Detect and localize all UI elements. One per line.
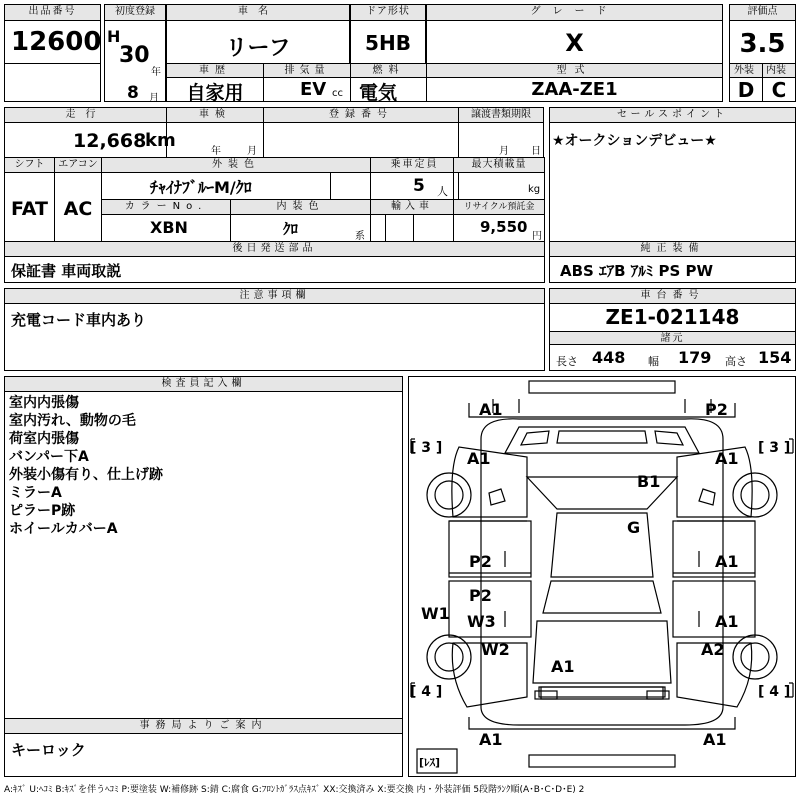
inspector-line: 荷室内張傷 bbox=[9, 431, 79, 447]
reg-month: 8 bbox=[127, 83, 139, 103]
chassis-number: ZE1-021148 bbox=[605, 305, 740, 329]
notes-label: 注意事項欄 bbox=[5, 289, 544, 304]
door-type: 5HB bbox=[365, 31, 411, 55]
chassis-label: 車台番号 bbox=[550, 289, 795, 304]
dims-label: 諸元 bbox=[550, 331, 795, 345]
load-box bbox=[453, 157, 545, 200]
import-label: 輸入車 bbox=[371, 200, 453, 215]
inspector-line: バンパー下A bbox=[9, 449, 89, 465]
transfer-day-unit: 日 bbox=[531, 146, 541, 157]
displacement-box bbox=[263, 63, 351, 102]
displacement-unit: cc bbox=[332, 88, 343, 99]
mark-left-pillar: P2 bbox=[469, 586, 492, 605]
inspection-box bbox=[166, 107, 264, 158]
int-color-label: 内装色 bbox=[231, 200, 370, 215]
length-label: 長さ bbox=[556, 355, 578, 368]
reg-year: 30 bbox=[119, 43, 150, 68]
int-color-unit: 系 bbox=[355, 231, 365, 242]
later-parts: 保証書 車両取説 bbox=[11, 262, 122, 280]
genuine-box bbox=[549, 241, 796, 283]
insp-year-unit: 年 bbox=[211, 146, 221, 157]
mark-left-front-door: P2 bbox=[469, 552, 492, 571]
reg-number-label: 登録番号 bbox=[264, 108, 458, 123]
chassis-box bbox=[549, 288, 796, 371]
transfer-label: 譲渡書類期限 bbox=[459, 108, 543, 123]
mark-rear-bumper-left: A1 bbox=[479, 730, 503, 749]
later-parts-label: 後日発送部品 bbox=[5, 242, 544, 257]
lot-box bbox=[4, 4, 101, 102]
front-bumper bbox=[469, 403, 735, 417]
mark-windshield: G bbox=[627, 518, 641, 537]
load-label: 最大積載量 bbox=[454, 158, 544, 173]
first-reg-label: 初度登録 bbox=[105, 5, 165, 21]
score-box bbox=[729, 4, 796, 102]
recycle-label: リサイクル預託金 bbox=[454, 200, 544, 215]
ext-color-box bbox=[101, 157, 371, 200]
right-front-door bbox=[673, 521, 755, 577]
exterior-label: 外装 bbox=[734, 65, 754, 76]
mark-front-bumper-right: P2 bbox=[705, 400, 728, 419]
ac: AC bbox=[63, 198, 93, 220]
right-front-wheel bbox=[733, 473, 777, 517]
score-label: 評価点 bbox=[730, 5, 795, 21]
door-box bbox=[350, 4, 426, 64]
sales-point-label: セールスポイント bbox=[550, 108, 795, 123]
sales-point: ★オークションデビュー★ bbox=[552, 133, 717, 149]
mark-right-front-fender: A1 bbox=[715, 449, 739, 468]
inspector-line: 外装小傷有り、仕上げ跡 bbox=[9, 467, 163, 483]
mark-rear-bumper-right: A1 bbox=[703, 730, 727, 749]
left-mirror bbox=[489, 489, 505, 505]
exterior-grade: D bbox=[737, 78, 755, 102]
mark-left-front-fender: A1 bbox=[467, 449, 491, 468]
tire-rear-right: [ 4 ] bbox=[758, 684, 791, 700]
length: 448 bbox=[592, 348, 626, 367]
door-label: ドア形状 bbox=[351, 5, 425, 21]
right-rear-wheel bbox=[733, 635, 777, 679]
inspector-line: ホイールカバーA bbox=[9, 521, 118, 537]
width: 179 bbox=[678, 348, 712, 367]
model-code: ZAA-ZE1 bbox=[531, 79, 618, 100]
mark-tailgate: A1 bbox=[551, 657, 575, 676]
ext-color: ﾁｬｲﾅﾌﾞﾙｰM/ｸﾛ bbox=[150, 178, 252, 197]
inspector-label: 検査員記入欄 bbox=[5, 377, 402, 392]
import-box bbox=[370, 199, 454, 242]
fuel: 電気 bbox=[359, 82, 398, 104]
shift-label: シフト bbox=[5, 158, 54, 173]
grade-label: グレード bbox=[427, 5, 722, 21]
lot-label: 出品番号 bbox=[5, 5, 100, 21]
notes: 充電コード車内あり bbox=[11, 311, 147, 329]
front-bumper-strip bbox=[529, 381, 675, 393]
mark-front-bumper-left: A1 bbox=[479, 400, 503, 419]
rear-bumper-strip bbox=[529, 755, 675, 767]
car-name: リーフ bbox=[225, 36, 291, 61]
color-no-label: カラーNo. bbox=[102, 200, 230, 215]
interior-label: 内装 bbox=[766, 65, 786, 76]
notes-box bbox=[4, 288, 545, 371]
right-mirror bbox=[699, 489, 715, 505]
grade-box bbox=[426, 4, 723, 64]
office-label: 事務局よりご案内 bbox=[5, 719, 402, 734]
rear-glass bbox=[543, 581, 661, 613]
car-diagram bbox=[409, 377, 795, 776]
fuel-label: 燃料 bbox=[351, 64, 426, 78]
office-note: キーロック bbox=[11, 741, 86, 759]
era: H bbox=[107, 27, 121, 46]
transfer-month-unit: 月 bbox=[499, 146, 509, 157]
mark-right-rear-door: A1 bbox=[715, 612, 739, 631]
shift: FAT bbox=[11, 198, 48, 220]
tire-rear-left: [ 4 ] bbox=[410, 684, 443, 700]
model-label: 型式 bbox=[427, 64, 722, 78]
mark-right-front-door: A1 bbox=[715, 552, 739, 571]
left-front-wheel bbox=[427, 473, 471, 517]
color-no: XBN bbox=[150, 218, 188, 237]
month-unit: 月 bbox=[149, 93, 159, 104]
capacity-label: 乗車定員 bbox=[371, 158, 458, 173]
recycle-box bbox=[453, 199, 545, 242]
history: 自家用 bbox=[186, 82, 244, 104]
mileage-label: 走行 bbox=[5, 108, 166, 123]
capacity-box bbox=[370, 157, 459, 200]
spare-tire-label: [ﾚｽ] bbox=[419, 756, 441, 769]
capacity-unit: 人 bbox=[437, 185, 448, 198]
int-color-box bbox=[230, 199, 371, 242]
inspector-line: 室内内張傷 bbox=[9, 395, 79, 411]
inspector-line: ミラーA bbox=[9, 485, 62, 501]
legend: A:ｷｽﾞ U:ﾍｺﾐ B:ｷｽﾞを伴うﾍｺﾐ P:要塗装 W:補修跡 S:錆 C:腐食 G:ﾌﾛﾝﾄｶﾞﾗｽ点ｷｽﾞ XX:交換済み X:要交換 内・外装評価 5段階ﾗﾝｸ順(A･B･C･D･E) 2 bbox=[4, 785, 585, 795]
tire-front-right: [ 3 ] bbox=[758, 440, 791, 456]
right-rear-door bbox=[673, 581, 755, 637]
car-name-box bbox=[166, 4, 350, 64]
mark-left-rear-door: W3 bbox=[467, 612, 496, 631]
mileage: 12,668 bbox=[73, 130, 147, 152]
later-parts-box bbox=[4, 241, 545, 283]
displacement-label: 排気量 bbox=[264, 64, 350, 78]
mark-left-rear-fender: W2 bbox=[481, 640, 510, 659]
inspector-line: ピラーP跡 bbox=[9, 503, 76, 519]
ext-color-label: 外装色 bbox=[102, 158, 370, 173]
left-rear-wheel bbox=[427, 635, 471, 679]
car-name-label: 車名 bbox=[167, 5, 349, 21]
mark-right-rear-fender: A2 bbox=[701, 640, 725, 659]
mileage-unit: km bbox=[145, 130, 176, 151]
mark-bonnet: B1 bbox=[637, 472, 661, 491]
first-reg-box bbox=[104, 4, 166, 102]
fuel-box bbox=[350, 63, 427, 102]
tire-front-left: [ 3 ] bbox=[410, 440, 443, 456]
rear-bumper bbox=[469, 717, 735, 729]
office-box bbox=[4, 718, 403, 777]
transfer-box bbox=[458, 107, 544, 158]
insp-month-unit: 月 bbox=[247, 146, 257, 157]
year-unit: 年 bbox=[151, 67, 161, 78]
lot-number: 12600 bbox=[11, 27, 102, 57]
height-label: 高さ bbox=[725, 355, 747, 368]
int-color: ｸﾛ bbox=[283, 220, 299, 238]
sales-point-box bbox=[549, 107, 796, 242]
mileage-box bbox=[4, 107, 176, 158]
damage-diagram-box bbox=[408, 376, 796, 777]
reg-number-box bbox=[263, 107, 459, 158]
inspection-label: 車検 bbox=[167, 108, 263, 123]
genuine-equipment: ABS ｴｱB ｱﾙﾐ PS PW bbox=[560, 262, 714, 280]
load-unit: kg bbox=[528, 184, 541, 195]
mark-left-sill: W1 bbox=[421, 604, 450, 623]
score: 3.5 bbox=[739, 29, 786, 59]
recycle: 9,550 bbox=[480, 218, 528, 236]
model-box bbox=[426, 63, 723, 102]
displacement: EV bbox=[300, 79, 327, 100]
height: 154 bbox=[758, 348, 792, 367]
inspector-line: 室内汚れ、動物の毛 bbox=[9, 413, 136, 429]
ac-box bbox=[54, 157, 102, 242]
inspector-box bbox=[4, 376, 403, 719]
history-label: 車歴 bbox=[167, 64, 263, 78]
shift-box bbox=[4, 157, 55, 242]
capacity: 5 bbox=[413, 176, 425, 196]
color-no-box bbox=[101, 199, 231, 242]
grade: X bbox=[565, 29, 584, 57]
interior-grade: C bbox=[771, 78, 787, 102]
recycle-unit: 円 bbox=[532, 231, 542, 242]
history-box bbox=[166, 63, 264, 102]
ac-label: エアコン bbox=[55, 158, 101, 173]
body-outline bbox=[481, 419, 723, 725]
width-label: 幅 bbox=[648, 355, 659, 368]
genuine-label: 純正装備 bbox=[550, 242, 795, 257]
